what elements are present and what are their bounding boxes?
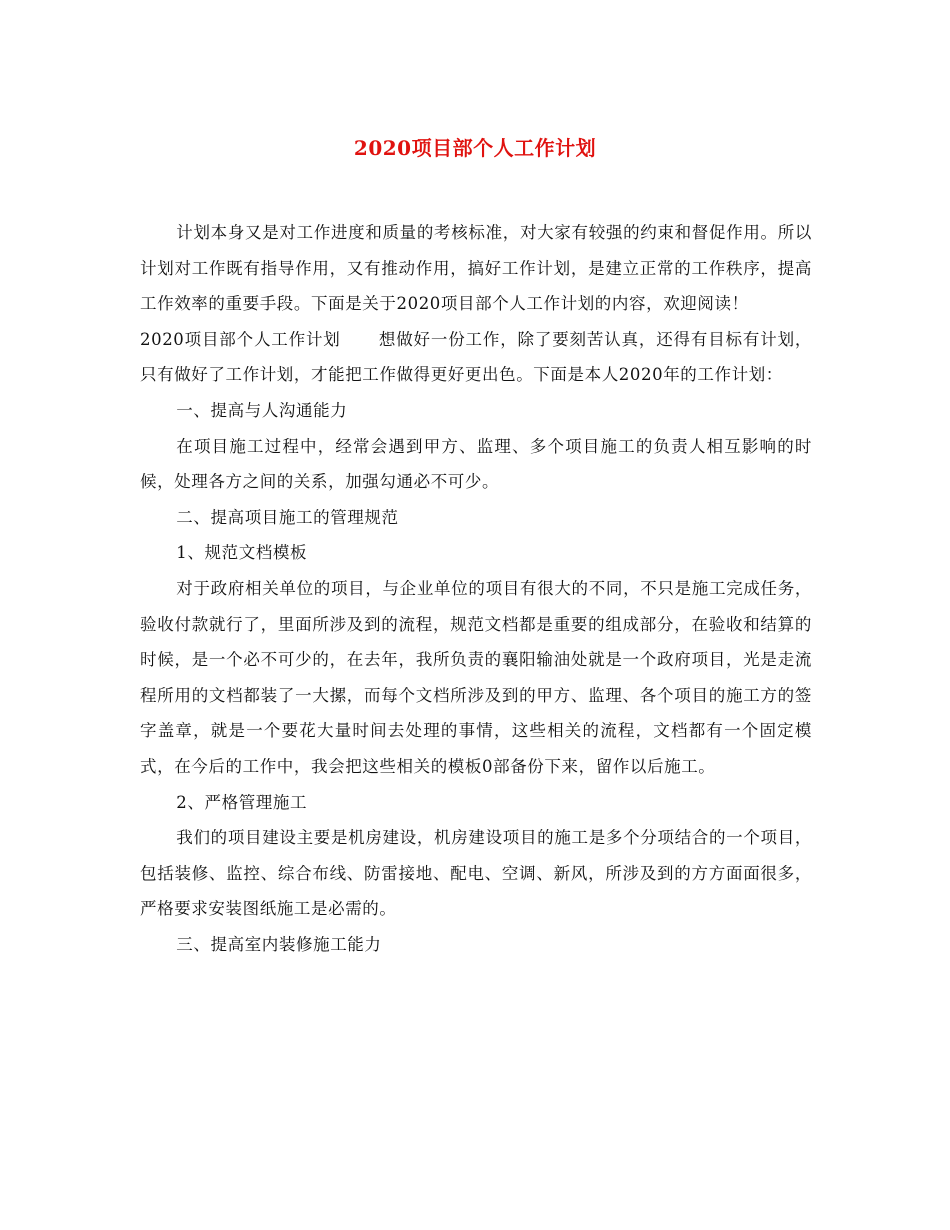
paragraph-lead-title: 2020项目部个人工作计划 <box>140 329 341 349</box>
subheading-construction: 2、严格管理施工 <box>176 792 308 812</box>
heading-communication: 一、提高与人沟通能力 <box>176 400 348 420</box>
heading-management: 二、提高项目施工的管理规范 <box>176 507 399 527</box>
paragraph-construction: 我们的项目建设主要是机房建设，机房建设项目的施工是多个分项结合的一个项目，包括装修、监控、综合布线、防雷接地、配电、空调、新风，所涉及到的方方面面很多，严格要求安装图纸施工是必需的。 <box>140 828 812 919</box>
subheading-templates: 1、规范文档模板 <box>176 543 308 563</box>
paragraph-intro: 计划本身又是对工作进度和质量的考核标准，对大家有较强的约束和督促作用。所以计划对工作既有指导作用，又有推动作用，搞好工作计划，是建立正常的工作秩序，提高工作效率的重要手段。下面是关于2020项目部个人工作计划的内容，欢迎阅读！ <box>140 223 812 314</box>
paragraph-templates: 对于政府相关单位的项目，与企业单位的项目有很大的不同，不只是施工完成任务，验收付款就行了，里面所涉及到的流程，规范文档都是重要的组成部分，在验收和结算的时候，是一个必不可少的，在去年，我所负责的襄阳输油处就是一个政府项目，光是走流程所用的文档都装了一大摞，而每个文档所涉及到的甲方、监理、各个项目的施工方的签字盖章，就是一个要花大量时间去处理的事情，这些相关的流程，文档都有一个固定模式，在今后的工作中，我会把这些相关的模板0部备份下来，留作以后施工。 <box>140 578 812 776</box>
document-title: 2020项目部个人工作计划 <box>353 136 597 160</box>
paragraph-communication: 在项目施工过程中，经常会遇到甲方、监理、多个项目施工的负责人相互影响的时候，处理各方之间的关系，加强勾通必不可少。 <box>140 436 812 492</box>
document-body <box>140 215 812 962</box>
heading-decoration: 三、提高室内装修施工能力 <box>176 934 382 954</box>
paragraph-plan-lead <box>140 322 812 393</box>
paragraph-lead-text: 想做好一份工作，除了要刻苦认真，还得有目标有计划，只有做好了工作计划，才能把工作做得更好更出色。下面是本人2020年的工作计划： <box>140 329 812 385</box>
